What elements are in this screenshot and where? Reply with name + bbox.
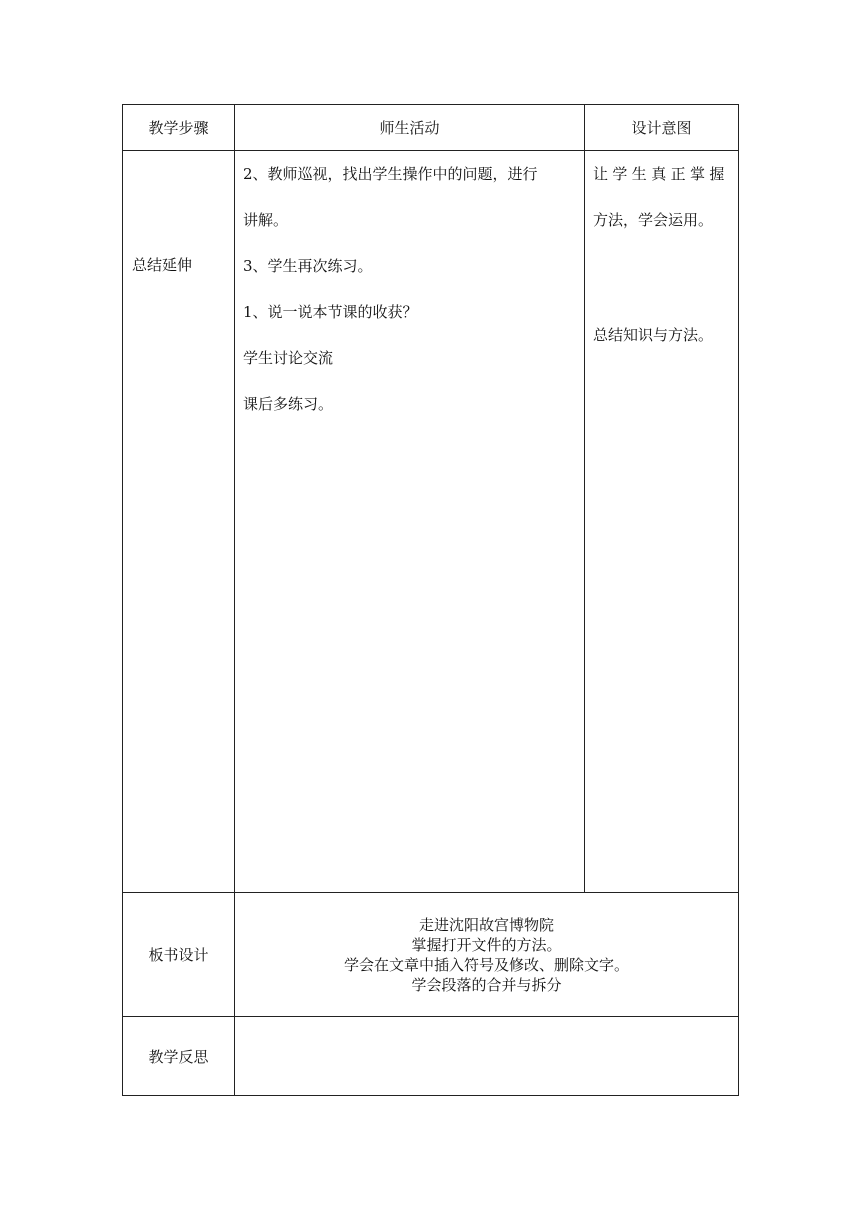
activity-line: 1、说一说本节课的收获？ xyxy=(243,303,418,321)
header-step: 教学步骤 xyxy=(123,105,235,151)
activity-line: 2、教师巡视，找出学生操作中的问题，进行 xyxy=(243,165,538,183)
reflection-row xyxy=(123,1017,739,1096)
board-step-label: 板书设计 xyxy=(123,893,235,1017)
board-line: 学会在文章中插入符号及修改、删除文字。 xyxy=(343,955,629,974)
lesson-plan-table xyxy=(122,104,739,1096)
activity-line: 学生讨论交流 xyxy=(243,349,334,367)
activity-line: 讲解。 xyxy=(243,211,289,229)
summary-step-label: 总结延伸 xyxy=(132,256,193,274)
summary-row xyxy=(123,151,739,893)
summary-activity-cell xyxy=(235,151,585,893)
header-activity: 师生活动 xyxy=(235,105,585,151)
intent-line: 总结知识与方法。 xyxy=(593,326,714,344)
intent-line: 方法，学会运用。 xyxy=(593,211,714,229)
intent-spacer xyxy=(593,255,732,324)
summary-intent-cell xyxy=(585,151,739,893)
header-intent: 设计意图 xyxy=(585,105,739,151)
intent-line: 让学生真正掌握 xyxy=(593,165,729,183)
summary-step-cell xyxy=(123,151,235,893)
activity-line: 3、学生再次练习。 xyxy=(243,257,373,275)
table-header-row xyxy=(123,105,739,151)
board-line: 学会段落的合并与拆分 xyxy=(411,975,562,994)
activity-line: 课后多练习。 xyxy=(243,395,334,413)
board-content-cell xyxy=(235,893,739,1017)
reflection-step-label: 教学反思 xyxy=(123,1017,235,1096)
board-design-row xyxy=(123,893,739,1017)
board-line: 走进沈阳故宫博物院 xyxy=(418,915,554,934)
reflection-content-cell xyxy=(235,1017,739,1096)
board-line: 掌握打开文件的方法。 xyxy=(411,935,562,954)
